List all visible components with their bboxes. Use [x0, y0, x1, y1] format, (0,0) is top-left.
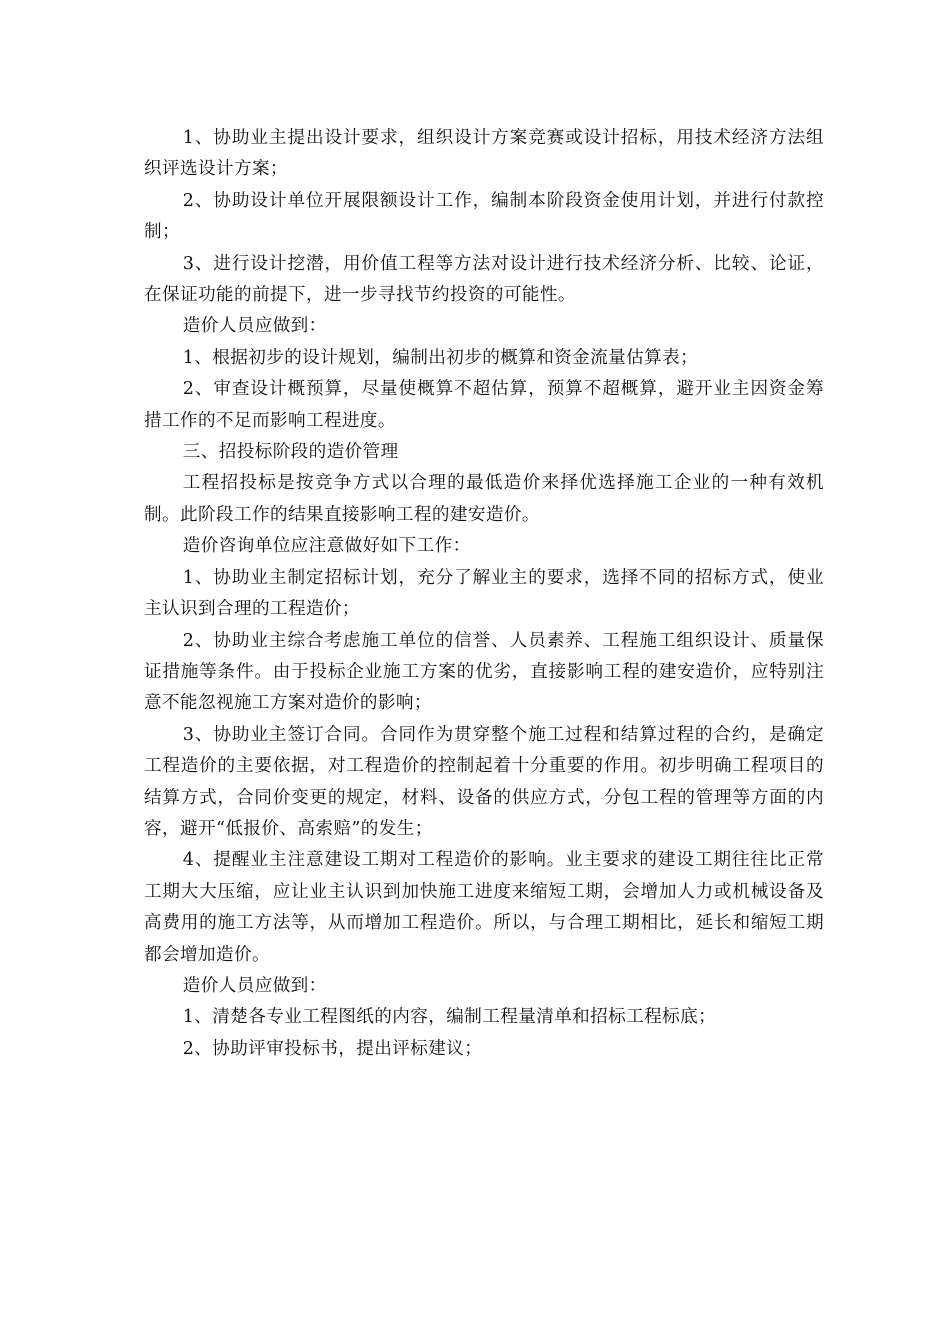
paragraph: 造价咨询单位应注意做好如下工作：: [182, 536, 471, 557]
paragraph: 2、协助评审投标书，提出评标建议；: [182, 1038, 483, 1059]
paragraph: 1、清楚各专业工程图纸的内容，编制工程量清单和招标工程标底；: [182, 1007, 717, 1028]
paragraph: 2、审查设计概预算，尽量使概算不超估算，预算不超概算，避开业主因资金筹措工作的不足而影响工程进度。: [144, 379, 824, 431]
paragraph: 造价人员应做到：: [182, 975, 327, 996]
paragraph: 1、协助业主制定招标计划，充分了解业主的要求，选择不同的招标方式，使业主认识到合理的工程造价；: [144, 567, 824, 620]
paragraph: 2、协助业主综合考虑施工单位的信誉、人员素养、工程施工组织设计、质量保证措施等条件。由于投标企业施工方案的优劣，直接影响工程的建安造价，应特别注意不能忽视施工方案对造价的影响；: [144, 630, 824, 714]
section-heading: 三、招投标阶段的造价管理: [182, 442, 399, 463]
paragraph: 造价人员应做到：: [182, 316, 327, 337]
paragraph: 1、协助业主提出设计要求，组织设计方案竞赛或设计招标，用技术经济方法组织评选设计方案；: [144, 128, 824, 180]
paragraph: 3、协助业主签订合同。合同作为贯穿整个施工过程和结算过程的合约，是确定工程造价的主要依据，对工程造价的控制起着十分重要的作用。初步明确工程项目的结算方式，合同价变更的规定，材料、设备的供应方式，分包工程的管理等方面的内容，避开“低报价、高索赔”的发生；: [144, 724, 824, 839]
paragraph: 3、进行设计挖潜，用价值工程等方法对设计进行技术经济分析、比较、论证，在保证功能的前提下，进一步寻找节约投资的可能性。: [144, 253, 824, 306]
paragraph: 1、根据初步的设计规划，编制出初步的概算和资金流量估算表；: [182, 347, 699, 368]
paragraph: 4、提醒业主注意建设工期对工程造价的影响。业主要求的建设工期往往比正常工期大大压缩，应让业主认识到加快施工进度来缩短工期，会增加人力或机械设备及高费用的施工方法等，从而增加工程造价。所以，与合理工期相比，延长和缩短工期都会增加造价。: [144, 850, 824, 965]
paragraph: 2、协助设计单位开展限额设计工作，编制本阶段资金使用计划，并进行付款控制；: [144, 190, 824, 243]
paragraph: 工程招投标是按竞争方式以合理的最低造价来择优选择施工企业的一种有效机制。此阶段工作的结果直接影响工程的建安造价。: [144, 473, 824, 525]
document-body: [144, 123, 824, 1065]
